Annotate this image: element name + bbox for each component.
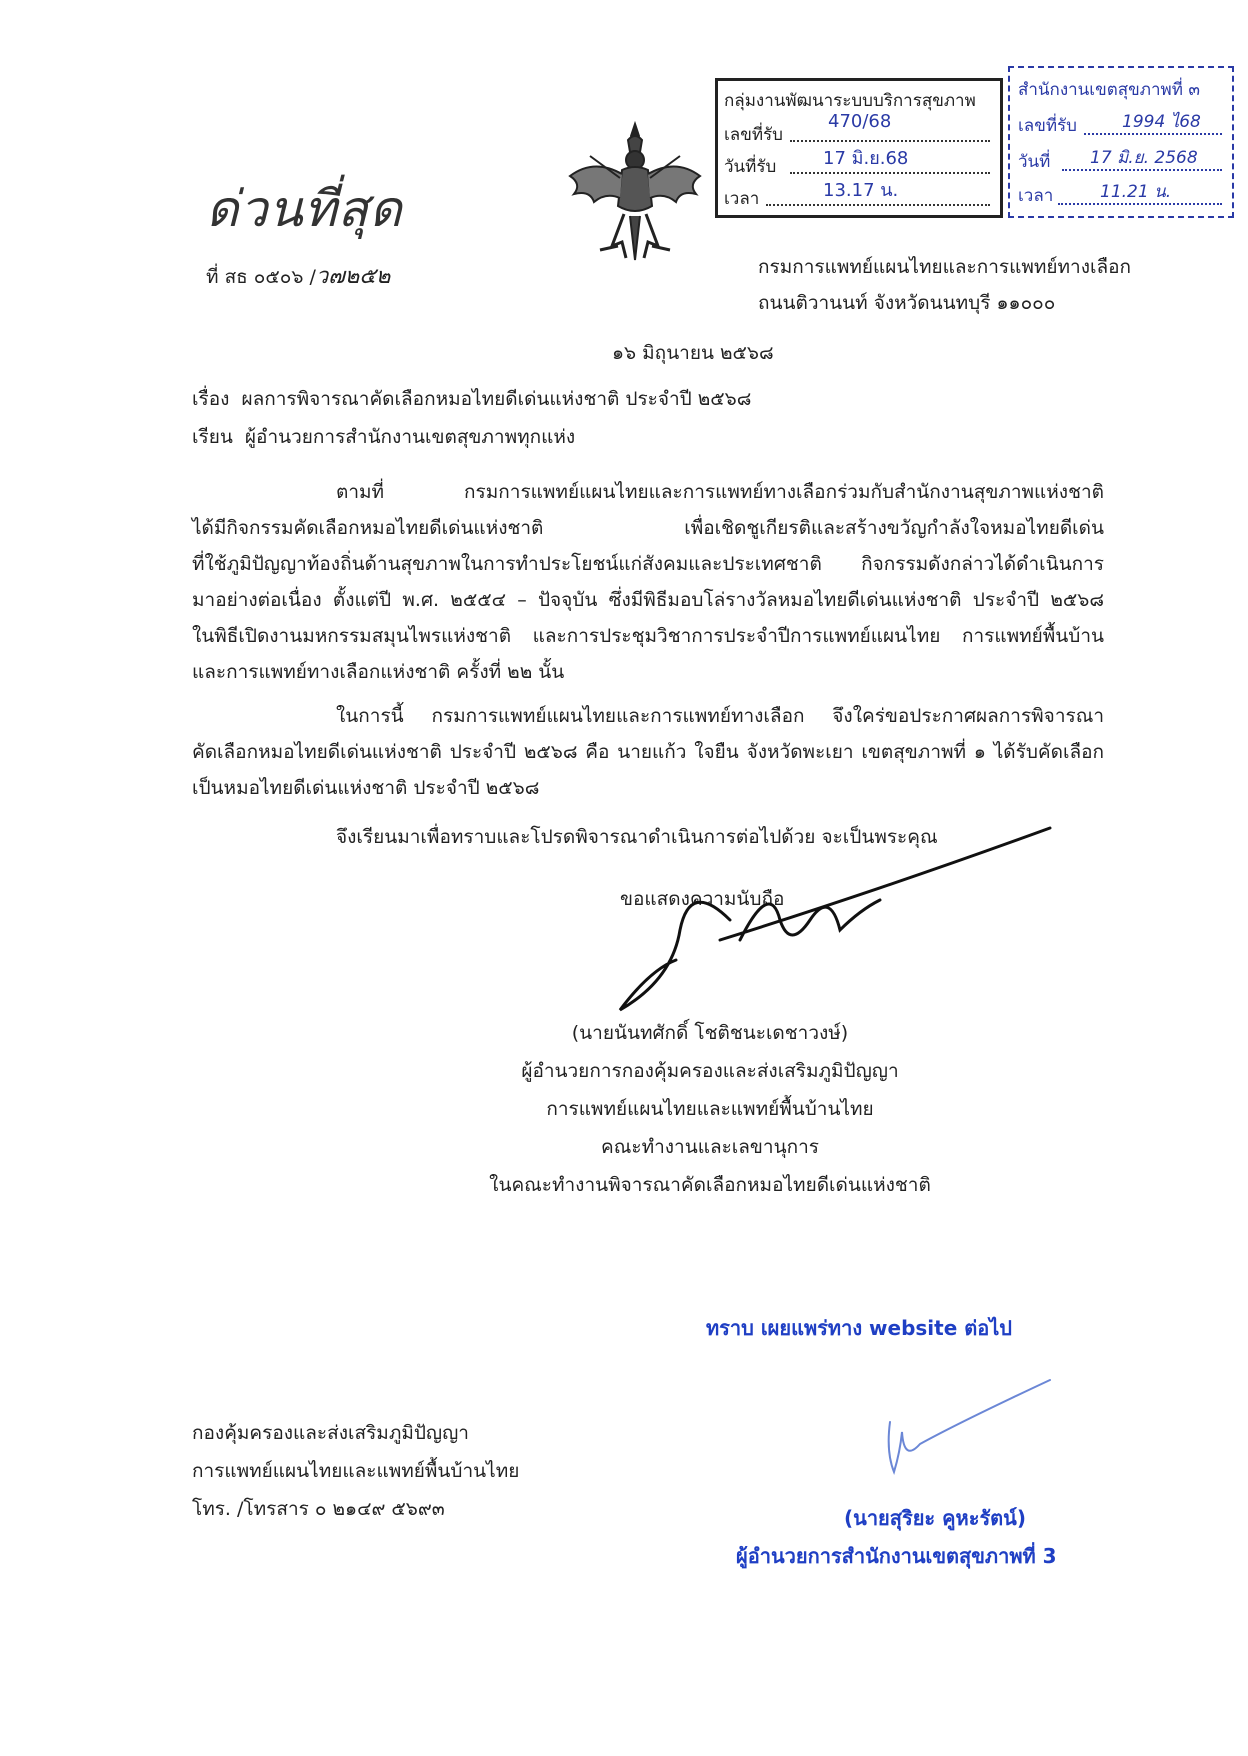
stamp-group-date-label: วันที่รับ (724, 157, 777, 177)
signatory-position-4: ในคณะทำงานพิจารณาคัดเลือกหมอไทยดีเด่นแห่งชาติ (489, 1174, 931, 1196)
signatory-position-3: คณะทำงานและเลขานุการ (601, 1136, 819, 1158)
sender-line-2: ถนนติวานนท์ จังหวัดนนทบุรี ๑๑๐๐๐ (758, 292, 1056, 314)
stamp-region-time-value: 11.21 น. (1100, 182, 1172, 202)
signature-drawing (580, 820, 1060, 1020)
para1-line: ที่ใช้ภูมิปัญญาท้องถิ่นด้านสุขภาพในการทำประโยชน์แก่สังคมและประเทศชาติ กิจกรรมดังกล่าวได้ดำเนินการ (192, 553, 1104, 575)
receiving-stamp-group (715, 78, 1003, 218)
stamp-region-date-label: วันที่ (1018, 152, 1051, 172)
stamp-group-title: กลุ่มงานพัฒนาระบบบริการสุขภาพ (724, 91, 976, 111)
stamp-region-date-value: 17 มิ.ย. 2568 (1090, 148, 1198, 168)
stamp-region-no-value: 1994 ไ68 (1122, 112, 1201, 132)
stamp-region-no-label: เลขที่รับ (1018, 116, 1077, 136)
stamp-group-no-label: เลขที่รับ (724, 125, 783, 145)
garuda-emblem-icon (560, 118, 710, 268)
para1-line: ได้มีกิจกรรมคัดเลือกหมอไทยดีเด่นแห่งชาติ เพื่อเชิดชูเกียรติและสร้างขวัญกำลังใจหมอไทยดีเด่น (192, 517, 1104, 539)
stamp-region-time-label: เวลา (1018, 186, 1054, 206)
approval-signature (850, 1372, 1060, 1482)
urgency-label: ด่วนที่สุด (206, 180, 403, 238)
receiving-stamp-regional (1008, 66, 1234, 218)
approver-position: ผู้อำนวยการสำนักงานเขตสุขภาพที่ 3 (736, 1544, 1057, 1568)
para1-line: ในพิธีเปิดงานมหกรรมสมุนไพรแห่งชาติ และการประชุมวิชาการประจำปีการแพทย์แผนไทย การแพทย์พื้นบ้าน (192, 625, 1104, 647)
body-paragraph-1 (192, 474, 1104, 690)
document-number-handwritten: ว๗๒๕๒ (315, 264, 391, 289)
body-paragraph-2 (192, 698, 1104, 806)
stamp-group-no-value: 470/68 (828, 111, 892, 132)
para2-line: เป็นหมอไทยดีเด่นแห่งชาติ ประจำปี ๒๕๖๘ (192, 777, 540, 799)
closing-sentence: จึงเรียนมาเพื่อทราบและโปรดพิจารณาดำเนินการต่อไปด้วย จะเป็นพระคุณ (336, 826, 938, 848)
signatory-name: (นายนันทศักดิ์ โชติชนะเดชาวงษ์) (571, 1022, 849, 1044)
approver-name: (นายสุริยะ คูหะรัตน์) (844, 1506, 1026, 1530)
signatory-position-2: การแพทย์แผนไทยและแพทย์พื้นบ้านไทย (546, 1098, 874, 1120)
stamp-group-time-label: เวลา (724, 189, 760, 209)
para1-line: และการแพทย์ทางเลือกแห่งชาติ ครั้งที่ ๒๒ นั้น (192, 661, 565, 683)
footer-line-1: กองคุ้มครองและส่งเสริมภูมิปัญญา (192, 1422, 469, 1444)
stamp-region-title: สำนักงานเขตสุขภาพที่ ๓ (1018, 80, 1200, 100)
subject-label: เรื่อง (192, 388, 230, 410)
recipient-line (192, 428, 575, 447)
para2-line: ในการนี้ กรมการแพทย์แผนไทยและการแพทย์ทางเลือก จึงใคร่ขอประกาศผลการพิจารณา (336, 705, 1104, 727)
subject-line (192, 390, 751, 409)
signatory-position-1: ผู้อำนวยการกองคุ้มครองและส่งเสริมภูมิปัญญา (521, 1060, 899, 1082)
para2-line: คัดเลือกหมอไทยดีเด่นแห่งชาติ ประจำปี ๒๕๖๘ คือ นายแก้ว ใจยืน จังหวัดพะเยา เขตสุขภาพที่ ๑ ได้รับคัดเลือก (192, 741, 1104, 763)
document-date: ๑๖ มิถุนายน ๒๕๖๘ (612, 342, 774, 364)
document-number (206, 258, 390, 293)
para1-line: มาอย่างต่อเนื่อง ตั้งแต่ปี พ.ศ. ๒๕๕๔ – ปัจจุบัน ซึ่งมีพิธีมอบโล่รางวัลหมอไทยดีเด่นแห่งชาติ ประจำปี ๒๕๖๘ (192, 589, 1104, 611)
stamp-group-time-value: 13.17 น. (823, 180, 899, 201)
para1-line: ตามที่ กรมการแพทย์แผนไทยและการแพทย์ทางเลือกร่วมกับสำนักงานสุขภาพแห่งชาติ (336, 481, 1104, 503)
sender-line-1: กรมการแพทย์แผนไทยและการแพทย์ทางเลือก (758, 256, 1132, 278)
stamp-group-date-value: 17 มิ.ย.68 (823, 148, 909, 169)
document-number-prefix: ที่ สธ ๐๕๐๖ / (206, 266, 316, 288)
footer-phone: โทร. /โทรสาร ๐ ๒๑๔๙ ๕๖๙๓ (192, 1498, 445, 1520)
approval-note: ทราบ เผยแพร่ทาง website ต่อไป (706, 1316, 1013, 1340)
regards-text: ขอแสดงความนับถือ (620, 888, 785, 910)
footer-line-2: การแพทย์แผนไทยและแพทย์พื้นบ้านไทย (192, 1460, 520, 1482)
recipient-label: เรียน (192, 426, 233, 448)
subject-text: ผลการพิจารณาคัดเลือกหมอไทยดีเด่นแห่งชาติ ประจำปี ๒๕๖๘ (241, 388, 752, 410)
recipient-text: ผู้อำนวยการสำนักงานเขตสุขภาพทุกแห่ง (244, 426, 576, 448)
